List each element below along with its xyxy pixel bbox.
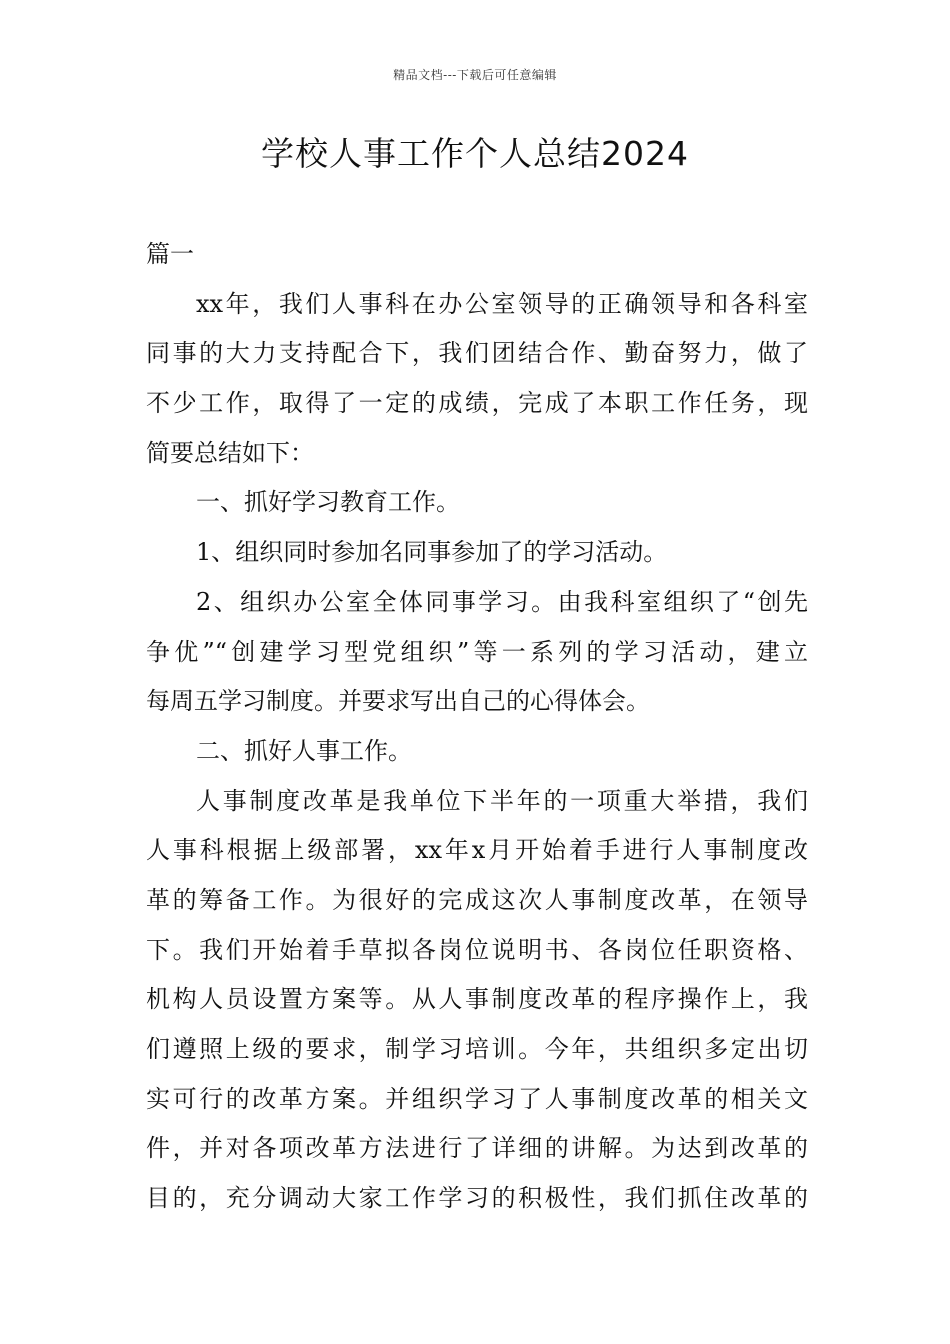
paragraph-line: 目的，充分调动大家工作学习的积极性，我们抓住改革的 bbox=[146, 1184, 808, 1213]
list-item: 1、组织同时参加名同事参加了的学习活动。 bbox=[196, 538, 668, 567]
paragraph-line: 不少工作，取得了一定的成绩，完成了本职工作任务，现 bbox=[146, 389, 808, 418]
paragraph-line: 件，并对各项改革方法进行了详细的讲解。为达到改革的 bbox=[146, 1134, 808, 1163]
paragraph-line: 简要总结如下： bbox=[146, 438, 314, 467]
paragraph-line: 们遵照上级的要求，制学习培训。今年，共组织多定出切 bbox=[146, 1035, 808, 1063]
paragraph-line: 下。我们开始着手草拟各岗位说明书、各岗位任职资格、 bbox=[146, 935, 808, 964]
paragraph-line: 人事制度改革是我单位下半年的一项重大举措，我们 bbox=[196, 786, 808, 815]
paragraph-line: 革的筹备工作。为很好的完成这次人事制度改革，在领导 bbox=[146, 885, 808, 914]
section-heading: 一、抓好学习教育工作。 bbox=[196, 488, 460, 517]
list-item: 2、组织办公室全体同事学习。由我科室组织了“创先 bbox=[196, 587, 808, 616]
paragraph-line: xx年，我们人事科在办公室领导的正确领导和各科室 bbox=[196, 289, 808, 318]
document-body bbox=[146, 230, 808, 1224]
document-title: 学校人事工作个人总结2024 bbox=[261, 134, 689, 173]
section-heading: 二、抓好人事工作。 bbox=[196, 736, 412, 765]
header-note: 精品文档---下载后可任意编辑 bbox=[393, 68, 557, 82]
paragraph-line: 机构人员设置方案等。从人事制度改革的程序操作上，我 bbox=[146, 985, 808, 1014]
section-label: 篇一 bbox=[146, 240, 194, 268]
paragraph-line: 人事科根据上级部署，xx年x月开始着手进行人事制度改 bbox=[146, 836, 808, 865]
paragraph-line: 实可行的改革方案。并组织学习了人事制度改革的相关文 bbox=[146, 1084, 808, 1113]
paragraph-line: 同事的大力支持配合下，我们团结合作、勤奋努力，做了 bbox=[146, 339, 808, 368]
paragraph-line: 争优”“创建学习型党组织”等一系列的学习活动，建立 bbox=[146, 637, 808, 666]
paragraph-line: 每周五学习制度。并要求写出自己的心得体会。 bbox=[146, 687, 650, 716]
